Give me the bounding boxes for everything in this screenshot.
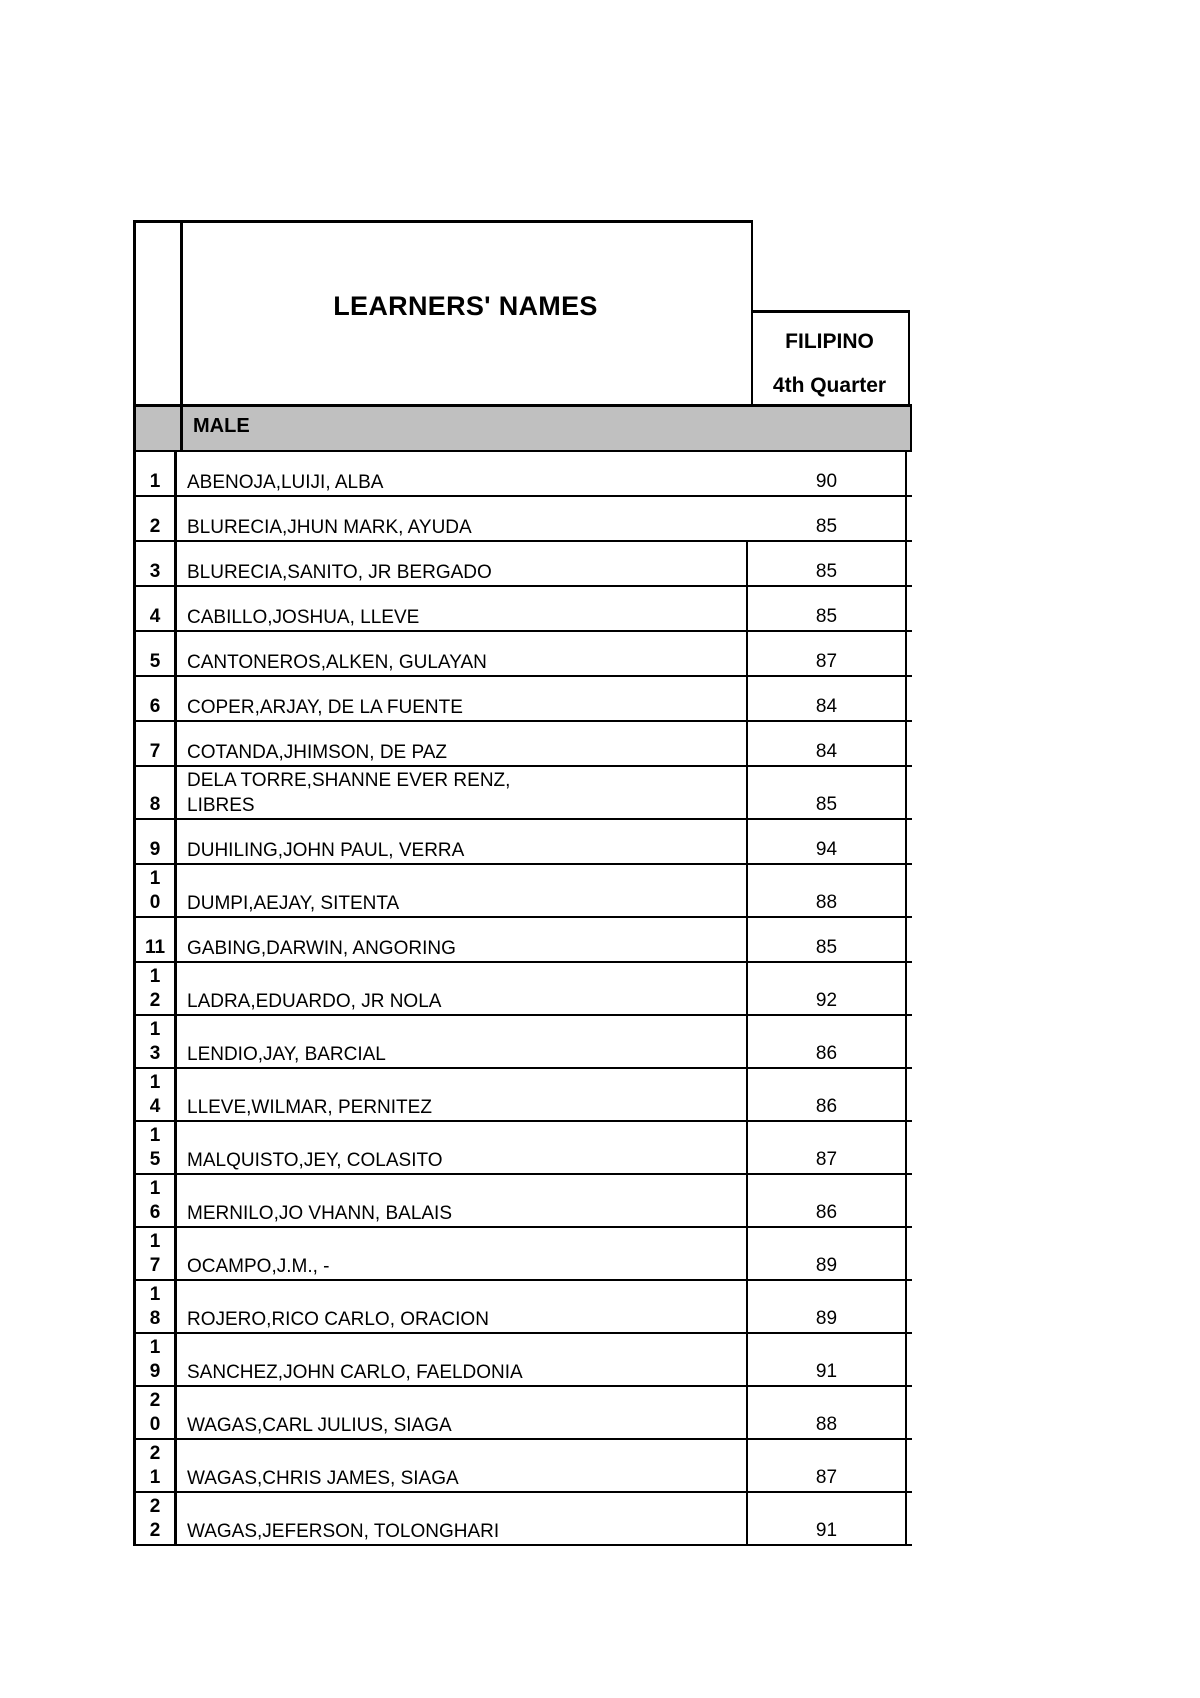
subject-label: FILIPINO: [785, 330, 874, 353]
grade-value: 84: [748, 722, 907, 765]
header-names-cell: [180, 220, 753, 407]
learner-name: LADRA,EDUARDO, JR NOLA: [177, 963, 748, 1014]
grade-value: 85: [748, 542, 907, 585]
table-row: [133, 865, 912, 918]
grade-value: 86: [748, 1175, 907, 1226]
table-row: [133, 1440, 912, 1493]
learner-name: LLEVE,WILMAR, PERNITEZ: [177, 1069, 748, 1120]
row-number: 1 2: [133, 963, 177, 1014]
table-row: [133, 1069, 912, 1122]
table-row: [133, 820, 912, 865]
header-number-cell: [133, 220, 183, 407]
row-number: 7: [133, 722, 177, 765]
grade-value: 86: [748, 1016, 907, 1067]
grade-value: 87: [748, 1122, 907, 1173]
grade-value: 88: [748, 1387, 907, 1438]
grade-value: 86: [748, 1069, 907, 1120]
quarter-label: 4th Quarter: [772, 374, 887, 397]
row-number: 11: [133, 918, 177, 961]
grade-value: 85: [748, 767, 907, 818]
learner-name: GABING,DARWIN, ANGORING: [177, 918, 748, 961]
row-number: 1 8: [133, 1281, 177, 1332]
learner-name: COTANDA,JHIMSON, DE PAZ: [177, 722, 748, 765]
learner-name: DUHILING,JOHN PAUL, VERRA: [177, 820, 748, 863]
learner-name: MERNILO,JO VHANN, BALAIS: [177, 1175, 748, 1226]
section-number-cell: [133, 404, 183, 450]
grade-value: 85: [748, 497, 907, 540]
table-row: [133, 918, 912, 963]
table-row: [133, 1122, 912, 1175]
table-row: [133, 1016, 912, 1069]
learner-name: BLURECIA,SANITO, JR BERGADO: [177, 542, 748, 585]
grade-value: 84: [748, 677, 907, 720]
learner-name: COPER,ARJAY, DE LA FUENTE: [177, 677, 748, 720]
grade-value: 94: [748, 820, 907, 863]
row-number: 1: [133, 452, 177, 495]
row-number: 4: [133, 587, 177, 630]
row-number: 1 0: [133, 865, 177, 916]
table-row: [133, 1387, 912, 1440]
table-row: [133, 497, 912, 542]
grade-value: 91: [748, 1493, 907, 1544]
row-number: 1 4: [133, 1069, 177, 1120]
learner-name: DUMPI,AEJAY, SITENTA: [177, 865, 748, 916]
learners-names-label: LEARNERS' NAMES: [333, 291, 598, 321]
grade-value: 85: [748, 918, 907, 961]
learner-name: DELA TORRE,SHANNE EVER RENZ, LIBRES: [177, 767, 748, 818]
header-subject-cell: [751, 310, 910, 407]
table-row: [133, 722, 912, 767]
learner-name: CABILLO,JOSHUA, LLEVE: [177, 587, 748, 630]
grade-value: 85: [748, 587, 907, 630]
row-number: 1 5: [133, 1122, 177, 1173]
grade-value: 87: [748, 1440, 907, 1491]
learner-rows: [133, 452, 912, 1546]
grade-sheet: [133, 220, 912, 1546]
row-number: 1 3: [133, 1016, 177, 1067]
table-row: [133, 632, 912, 677]
grade-value: 91: [748, 1334, 907, 1385]
grade-value: 92: [748, 963, 907, 1014]
section-label: MALE: [183, 404, 912, 450]
learner-name: WAGAS,CHRIS JAMES, SIAGA: [177, 1440, 748, 1491]
learner-name: CANTONEROS,ALKEN, GULAYAN: [177, 632, 748, 675]
section-header-male: [133, 404, 912, 452]
learner-name: LENDIO,JAY, BARCIAL: [177, 1016, 748, 1067]
learner-name: OCAMPO,J.M., -: [177, 1228, 748, 1279]
table-row: [133, 1281, 912, 1334]
learner-name: ROJERO,RICO CARLO, ORACION: [177, 1281, 748, 1332]
table-row: [133, 1228, 912, 1281]
row-number: 2 0: [133, 1387, 177, 1438]
table-row: [133, 677, 912, 722]
row-number: 8: [133, 767, 177, 818]
grade-value: 89: [748, 1281, 907, 1332]
table-row: [133, 1493, 912, 1546]
learner-name: SANCHEZ,JOHN CARLO, FAELDONIA: [177, 1334, 748, 1385]
learner-name: WAGAS,CARL JULIUS, SIAGA: [177, 1387, 748, 1438]
table-row: [133, 767, 912, 820]
row-number: 1 7: [133, 1228, 177, 1279]
learner-name: WAGAS,JEFERSON, TOLONGHARI: [177, 1493, 748, 1544]
table-row: [133, 587, 912, 632]
row-number: 2: [133, 497, 177, 540]
row-number: 6: [133, 677, 177, 720]
grade-value: 89: [748, 1228, 907, 1279]
grade-value: 90: [748, 452, 907, 495]
table-header: [133, 220, 912, 404]
row-number: 1 9: [133, 1334, 177, 1385]
table-row: [133, 1334, 912, 1387]
learner-name: ABENOJA,LUIJI, ALBA: [187, 472, 384, 493]
grade-value: 88: [748, 865, 907, 916]
learner-name: BLURECIA,JHUN MARK, AYUDA: [187, 517, 472, 538]
row-number: 2 2: [133, 1493, 177, 1544]
table-row: [133, 452, 912, 497]
row-number: 3: [133, 542, 177, 585]
table-row: [133, 1175, 912, 1228]
grade-value: 87: [748, 632, 907, 675]
row-number: 5: [133, 632, 177, 675]
row-number: 1 6: [133, 1175, 177, 1226]
learner-name: MALQUISTO,JEY, COLASITO: [177, 1122, 748, 1173]
row-number: 9: [133, 820, 177, 863]
table-row: [133, 542, 912, 587]
table-row: [133, 963, 912, 1016]
row-number: 2 1: [133, 1440, 177, 1491]
